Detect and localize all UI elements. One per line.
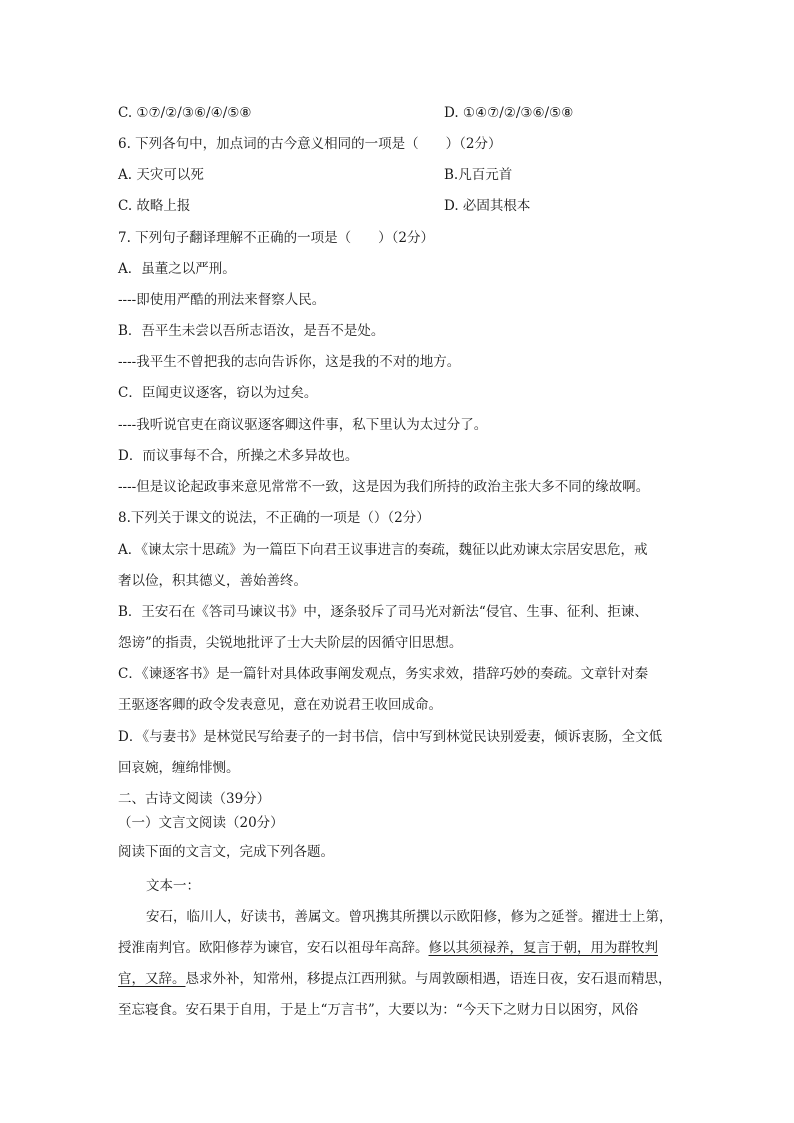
q8-option-c-line2: 王驱逐客卿的政令发表意见，意在劝说君王收回成命。 (118, 697, 442, 713)
passage-line-3 (118, 970, 672, 988)
q7-option-b: B．吾平生未尝以吾所志语汝，是吾不是处。 (118, 323, 385, 339)
q8-option-a-line1: A．《谏太宗十思疏》为一篇臣下向君王议事进言的奏疏，魏征以此劝谏太宗居安思危，戒 (118, 542, 648, 558)
q8-option-d-line2: 回哀婉，缠绵悱恻。 (118, 760, 240, 776)
q6-option-d: D. 必固其根本 (444, 198, 531, 214)
passage-line-1: 安石，临川人，好读书，善属文。曾巩携其所撰以示欧阳修，修为之延誉。擢进士上第， (146, 909, 673, 925)
q8-stem: 8.下列关于课文的说法，不正确的一项是（）（2分） (118, 510, 430, 526)
q5-option-c: C. ①⑦/②/③⑥/④/⑤⑧ (118, 105, 252, 121)
q7-option-a-translation: ----即使用严酷的刑法来督察人民。 (118, 292, 326, 308)
q7-option-b-translation: ----我平生不曾把我的志向告诉你，这是我的不对的地方。 (118, 354, 461, 370)
reading-instruction: 阅读下面的文言文，完成下列各题。 (118, 844, 334, 860)
q8-option-a-line2: 奢以俭，积其德义，善始善终。 (118, 573, 307, 589)
q7-option-c: C．臣闻吏议逐客，窃以为过矣。 (118, 385, 318, 401)
q5-option-d: D. ①④⑦/②/③⑥/⑤⑧ (444, 105, 574, 121)
passage-line-3-text: 恳求外补，知常州，移提点江西刑狱。与周敦颐相遇，语连日夜，安石退而精思， (185, 971, 672, 987)
q6-option-b: B.凡百元首 (444, 167, 513, 183)
q8-option-c-line1: C．《谏逐客书》是一篇针对具体政事阐发观点，务实求效，措辞巧妙的奏疏。文章针对秦 (118, 666, 649, 682)
passage-line-2 (118, 939, 658, 957)
subsection-title: （一）文言文阅读（20分） (118, 815, 284, 831)
passage-line-2-text: 授淮南判官。欧阳修荐为谏官，安石以祖母年高辞。 (118, 940, 429, 956)
q8-option-b-line2: 怨谤”的指责，尖锐地批评了士大夫阶层的因循守旧思想。 (118, 635, 463, 651)
underlined-sentence: 修以其须禄养，复言于朝，用为群牧判 (428, 940, 658, 956)
q7-option-d-translation: ----但是议论起政事来意见常常不一致，这是因为我们所持的政治主张大多不同的缘故啊。 (118, 479, 650, 495)
q6-option-a: A. 天灾可以死 (118, 167, 204, 183)
q7-option-a: A．虽董之以严刑。 (118, 261, 236, 277)
q7-option-c-translation: ----我听说官吏在商议驱逐客卿这件事，私下里认为太过分了。 (118, 417, 488, 433)
q6-option-c: C. 故略上报 (118, 198, 191, 214)
passage-line-4: 至忘寝食。安石果于自用，于是上“万言书”，大要以为：“今天下之财力日以困穷，风俗 (118, 1002, 639, 1018)
text-one-label: 文本一： (146, 878, 200, 894)
q7-option-d: D．而议事每不合，所操之术多异故也。 (118, 448, 359, 464)
underlined-sentence-end: 官，又辞。 (118, 971, 186, 987)
q8-option-b-line1: B．王安石在《答司马谏议书》中，逐条驳斥了司马光对新法“侵官、生事、征利、拒谏、 (118, 604, 648, 620)
section-title: 二、古诗文阅读（39分） (118, 791, 271, 807)
q7-stem: 7. 下列句子翻译理解不正确的一项是（ ）（2分） (118, 230, 435, 246)
q6-stem: 6. 下列各句中，加点词的古今意义相同的一项是（ ）（2分） (118, 136, 502, 152)
q8-option-d-line1: D．《与妻书》是林觉民写给妻子的一封书信，信中写到林觉民诀别爱妻，倾诉衷肠，全文低 (118, 729, 663, 745)
